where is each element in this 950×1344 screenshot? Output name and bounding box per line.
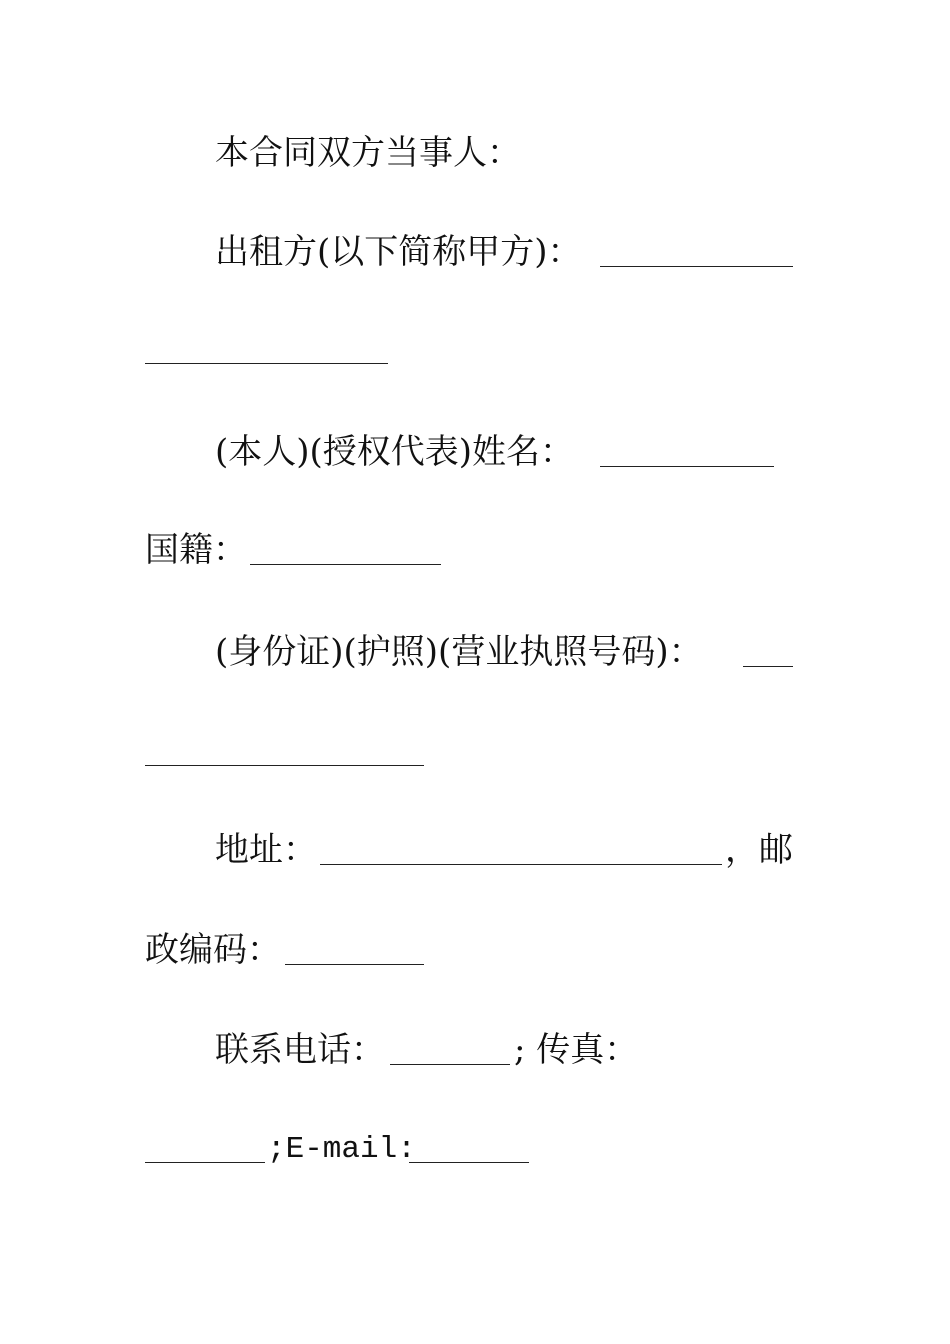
address-label: 地址：	[215, 830, 317, 870]
id-label: (身份证)(护照)(营业执照号码)：	[215, 632, 703, 672]
postcode-separator: ，邮	[725, 830, 793, 870]
lessor-blank	[600, 236, 793, 267]
fax-label: ; 传真：	[514, 1030, 639, 1070]
lessor-blank-continued	[145, 333, 388, 364]
postcode-label: 政编码：	[145, 930, 281, 970]
phone-label: 联系电话：	[215, 1030, 385, 1070]
id-blank	[743, 636, 793, 667]
nationality-label: 国籍：	[145, 530, 247, 570]
name-label: (本人)(授权代表)姓名：	[215, 432, 575, 472]
parties-heading: 本合同双方当事人：	[215, 133, 521, 173]
email-label: ;E-mail:	[267, 1132, 416, 1167]
fax-blank	[145, 1132, 265, 1163]
phone-blank	[390, 1034, 510, 1065]
id-blank-continued	[145, 735, 424, 766]
postcode-blank	[285, 934, 424, 965]
address-blank	[320, 834, 722, 865]
lessor-label: 出租方(以下简称甲方)：	[215, 232, 582, 272]
email-blank	[409, 1132, 529, 1163]
nationality-blank	[250, 534, 441, 565]
name-blank	[600, 436, 774, 467]
